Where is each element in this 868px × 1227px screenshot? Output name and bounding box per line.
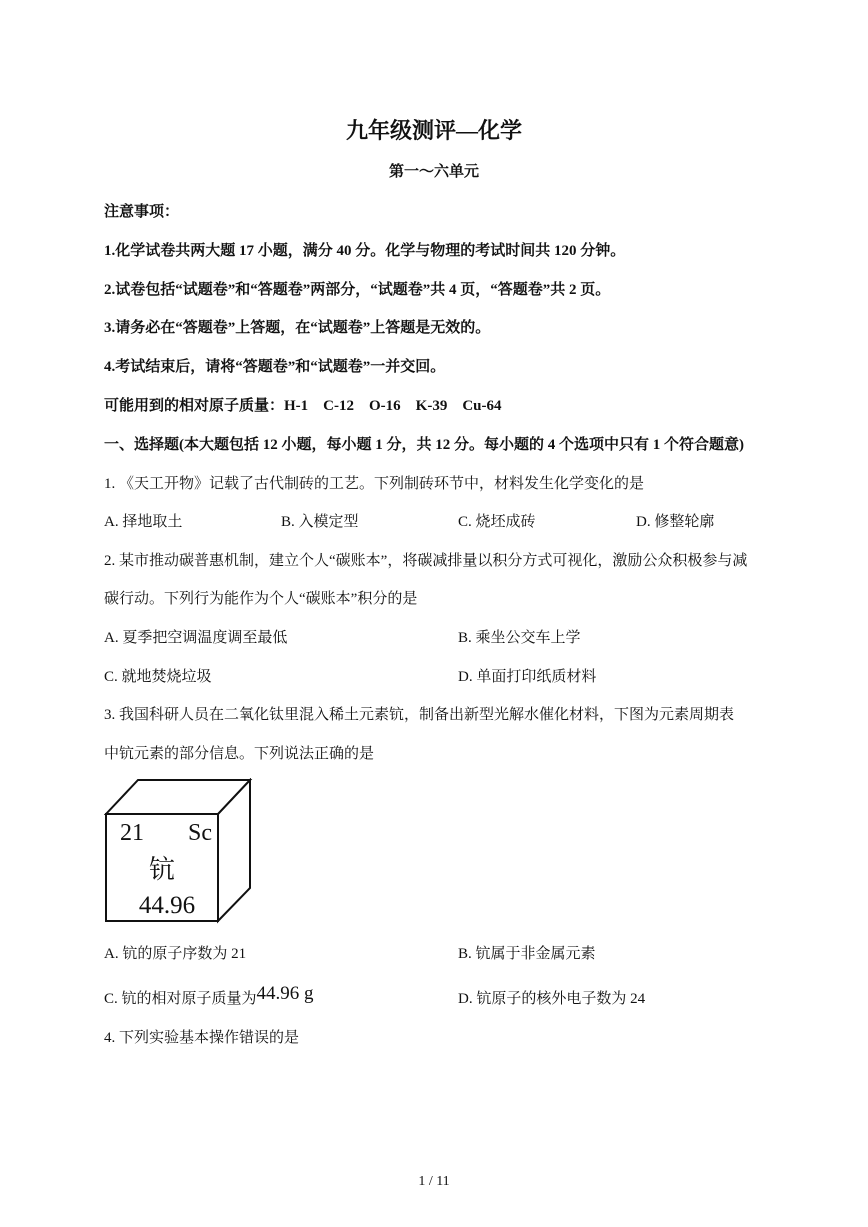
- cube-top-face: [106, 780, 250, 814]
- note-item-4: 4.考试结束后，请将“答题卷”和“试题卷”一并交回。: [104, 359, 446, 375]
- element-atomic-number: 21: [120, 820, 144, 846]
- page-subtitle: 第一～六单元: [388, 164, 479, 180]
- question-1-stem: 1. 《天工开物》记载了古代制砖的工艺。下列制砖环节中，材料发生化学变化的是: [104, 476, 645, 492]
- question-2-stem-line1: 2. 某市推动碳普惠机制，建立个人“碳账本”，将碳减排量以积分方式可视化，激励公众积极参与减: [104, 553, 748, 569]
- note-item-1: 1.化学试卷共两大题 17 小题，满分 40 分。化学与物理的考试时间共 120 分钟。: [104, 243, 626, 259]
- section-heading: 一、选择题(本大题包括 12 小题，每小题 1 分，共 12 分。每小题的 4 个选项中只有 1 个符合题意): [104, 437, 744, 453]
- note-item-2: 2.试卷包括“试题卷”和“答题卷”两部分，“试题卷”共 4 页，“答题卷”共 2 页。: [104, 282, 611, 298]
- page-number: 1 / 11: [418, 1174, 450, 1189]
- q3-option-c-value: 44.96 g: [256, 983, 314, 1004]
- element-symbol: Sc: [188, 820, 212, 846]
- q2-option-c: C. 就地焚烧垃圾: [104, 669, 212, 685]
- q3-option-b: B. 钪属于非金属元素: [458, 946, 596, 962]
- q3-option-d: D. 钪原子的核外电子数为 24: [458, 991, 646, 1007]
- atomic-mass-line: 可能用到的相对原子质量：H-1 C-12 O-16 K-39 Cu-64: [104, 398, 502, 414]
- element-cell-diagram: [104, 778, 254, 924]
- question-3-stem-line1: 3. 我国科研人员在二氧化钛里混入稀土元素钪，制备出新型光解水催化材料，下图为元素周期表: [104, 707, 735, 723]
- note-item-3: 3.请务必在“答题卷”上答题，在“试题卷”上答题是无效的。: [104, 320, 491, 336]
- q1-option-c: C. 烧坯成砖: [458, 514, 536, 530]
- q1-option-a: A. 择地取土: [104, 514, 183, 530]
- question-4-stem: 4. 下列实验基本操作错误的是: [104, 1030, 300, 1046]
- element-name: 钪: [148, 855, 176, 885]
- q3-option-c-prefix: C. 钪的相对原子质量为: [104, 991, 257, 1007]
- page-title: 九年级测评—化学: [345, 118, 522, 143]
- q1-option-b: B. 入模定型: [281, 514, 359, 530]
- element-atomic-mass: 44.96: [138, 892, 196, 919]
- q1-option-d: D. 修整轮廓: [636, 514, 715, 530]
- q3-option-c: [104, 983, 314, 1009]
- notes-heading: 注意事项：: [104, 204, 180, 220]
- q2-option-b: B. 乘坐公交车上学: [458, 630, 581, 646]
- q2-option-a: A. 夏季把空调温度调至最低: [104, 630, 288, 646]
- question-3-stem-line2: 中钪元素的部分信息。下列说法正确的是: [104, 746, 375, 762]
- q2-option-d: D. 单面打印纸质材料: [458, 669, 597, 685]
- cube-side-face: [218, 780, 250, 921]
- question-2-stem-line2: 碳行动。下列行为能作为个人“碳账本”积分的是: [104, 591, 418, 607]
- q3-option-a: A. 钪的原子序数为 21: [104, 946, 247, 962]
